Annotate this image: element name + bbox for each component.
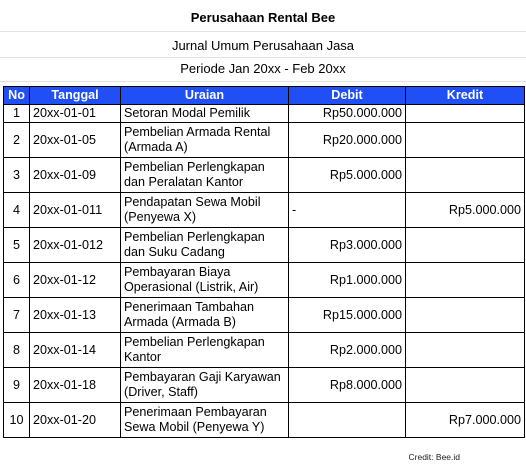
source-credit: Credit: Bee.id (408, 452, 460, 462)
cell-debit: - (289, 193, 406, 228)
grid-line (0, 81, 526, 82)
table-row (4, 158, 525, 193)
cell-debit: Rp20.000.000 (289, 123, 406, 158)
cell-debit: Rp2.000.000 (289, 333, 406, 368)
cell-kredit (406, 333, 525, 368)
cell-uraian: Penerimaan Pembayaran Sewa Mobil (Penyewa Y) (121, 403, 289, 438)
cell-tanggal: 20xx-01-05 (30, 123, 121, 158)
cell-tanggal: 20xx-01-14 (30, 333, 121, 368)
table-row (4, 193, 525, 228)
grid-line (0, 57, 526, 58)
cell-no: 3 (4, 158, 30, 193)
cell-kredit (406, 298, 525, 333)
cell-debit: Rp3.000.000 (289, 228, 406, 263)
cell-tanggal: 20xx-01-01 (30, 105, 121, 123)
cell-tanggal: 20xx-01-18 (30, 368, 121, 403)
header-row (4, 87, 525, 105)
table-row (4, 228, 525, 263)
table-row (4, 263, 525, 298)
grid-line (0, 31, 526, 32)
cell-no: 2 (4, 123, 30, 158)
cell-uraian: Pembelian Perlengkapan dan Suku Cadang (121, 228, 289, 263)
cell-no: 5 (4, 228, 30, 263)
journal-table (3, 86, 525, 438)
cell-kredit (406, 263, 525, 298)
cell-tanggal: 20xx-01-20 (30, 403, 121, 438)
cell-debit: Rp5.000.000 (289, 158, 406, 193)
cell-kredit (406, 105, 525, 123)
cell-uraian: Pembayaran Biaya Operasional (Listrik, Air) (121, 263, 289, 298)
cell-kredit (406, 228, 525, 263)
header-debit: Debit (289, 87, 406, 105)
cell-uraian: Penerimaan Tambahan Armada (Armada B) (121, 298, 289, 333)
journal-subtitle: Jurnal Umum Perusahaan Jasa (171, 38, 355, 53)
table-row (4, 298, 525, 333)
cell-uraian: Setoran Modal Pemilik (121, 105, 289, 123)
cell-no: 9 (4, 368, 30, 403)
cell-no: 10 (4, 403, 30, 438)
company-title: Perusahaan Rental Bee (190, 10, 336, 25)
cell-kredit (406, 158, 525, 193)
header-tanggal: Tanggal (30, 87, 121, 105)
cell-kredit (406, 368, 525, 403)
cell-no: 1 (4, 105, 30, 123)
cell-no: 8 (4, 333, 30, 368)
header-kredit: Kredit (406, 87, 525, 105)
table-row (4, 105, 525, 123)
cell-debit: Rp1.000.000 (289, 263, 406, 298)
cell-debit: Rp50.000.000 (289, 105, 406, 123)
header-no: No (4, 87, 30, 105)
cell-uraian: Pembayaran Gaji Karyawan (Driver, Staff) (121, 368, 289, 403)
table-row (4, 333, 525, 368)
cell-uraian: Pendapatan Sewa Mobil (Penyewa X) (121, 193, 289, 228)
cell-tanggal: 20xx-01-09 (30, 158, 121, 193)
period-label: Periode Jan 20xx - Feb 20xx (180, 61, 346, 76)
cell-tanggal: 20xx-01-012 (30, 228, 121, 263)
cell-kredit: Rp7.000.000 (406, 403, 525, 438)
cell-uraian: Pembelian Perlengkapan Kantor (121, 333, 289, 368)
cell-tanggal: 20xx-01-12 (30, 263, 121, 298)
cell-kredit (406, 123, 525, 158)
cell-uraian: Pembelian Perlengkapan dan Peralatan Kantor (121, 158, 289, 193)
cell-uraian: Pembelian Armada Rental (Armada A) (121, 123, 289, 158)
cell-debit (289, 403, 406, 438)
cell-debit: Rp8.000.000 (289, 368, 406, 403)
table-row (4, 123, 525, 158)
header-uraian: Uraian (121, 87, 289, 105)
cell-no: 4 (4, 193, 30, 228)
cell-kredit: Rp5.000.000 (406, 193, 525, 228)
cell-tanggal: 20xx-01-13 (30, 298, 121, 333)
cell-no: 6 (4, 263, 30, 298)
table-row (4, 403, 525, 438)
cell-tanggal: 20xx-01-011 (30, 193, 121, 228)
table-row (4, 368, 525, 403)
cell-no: 7 (4, 298, 30, 333)
cell-debit: Rp15.000.000 (289, 298, 406, 333)
